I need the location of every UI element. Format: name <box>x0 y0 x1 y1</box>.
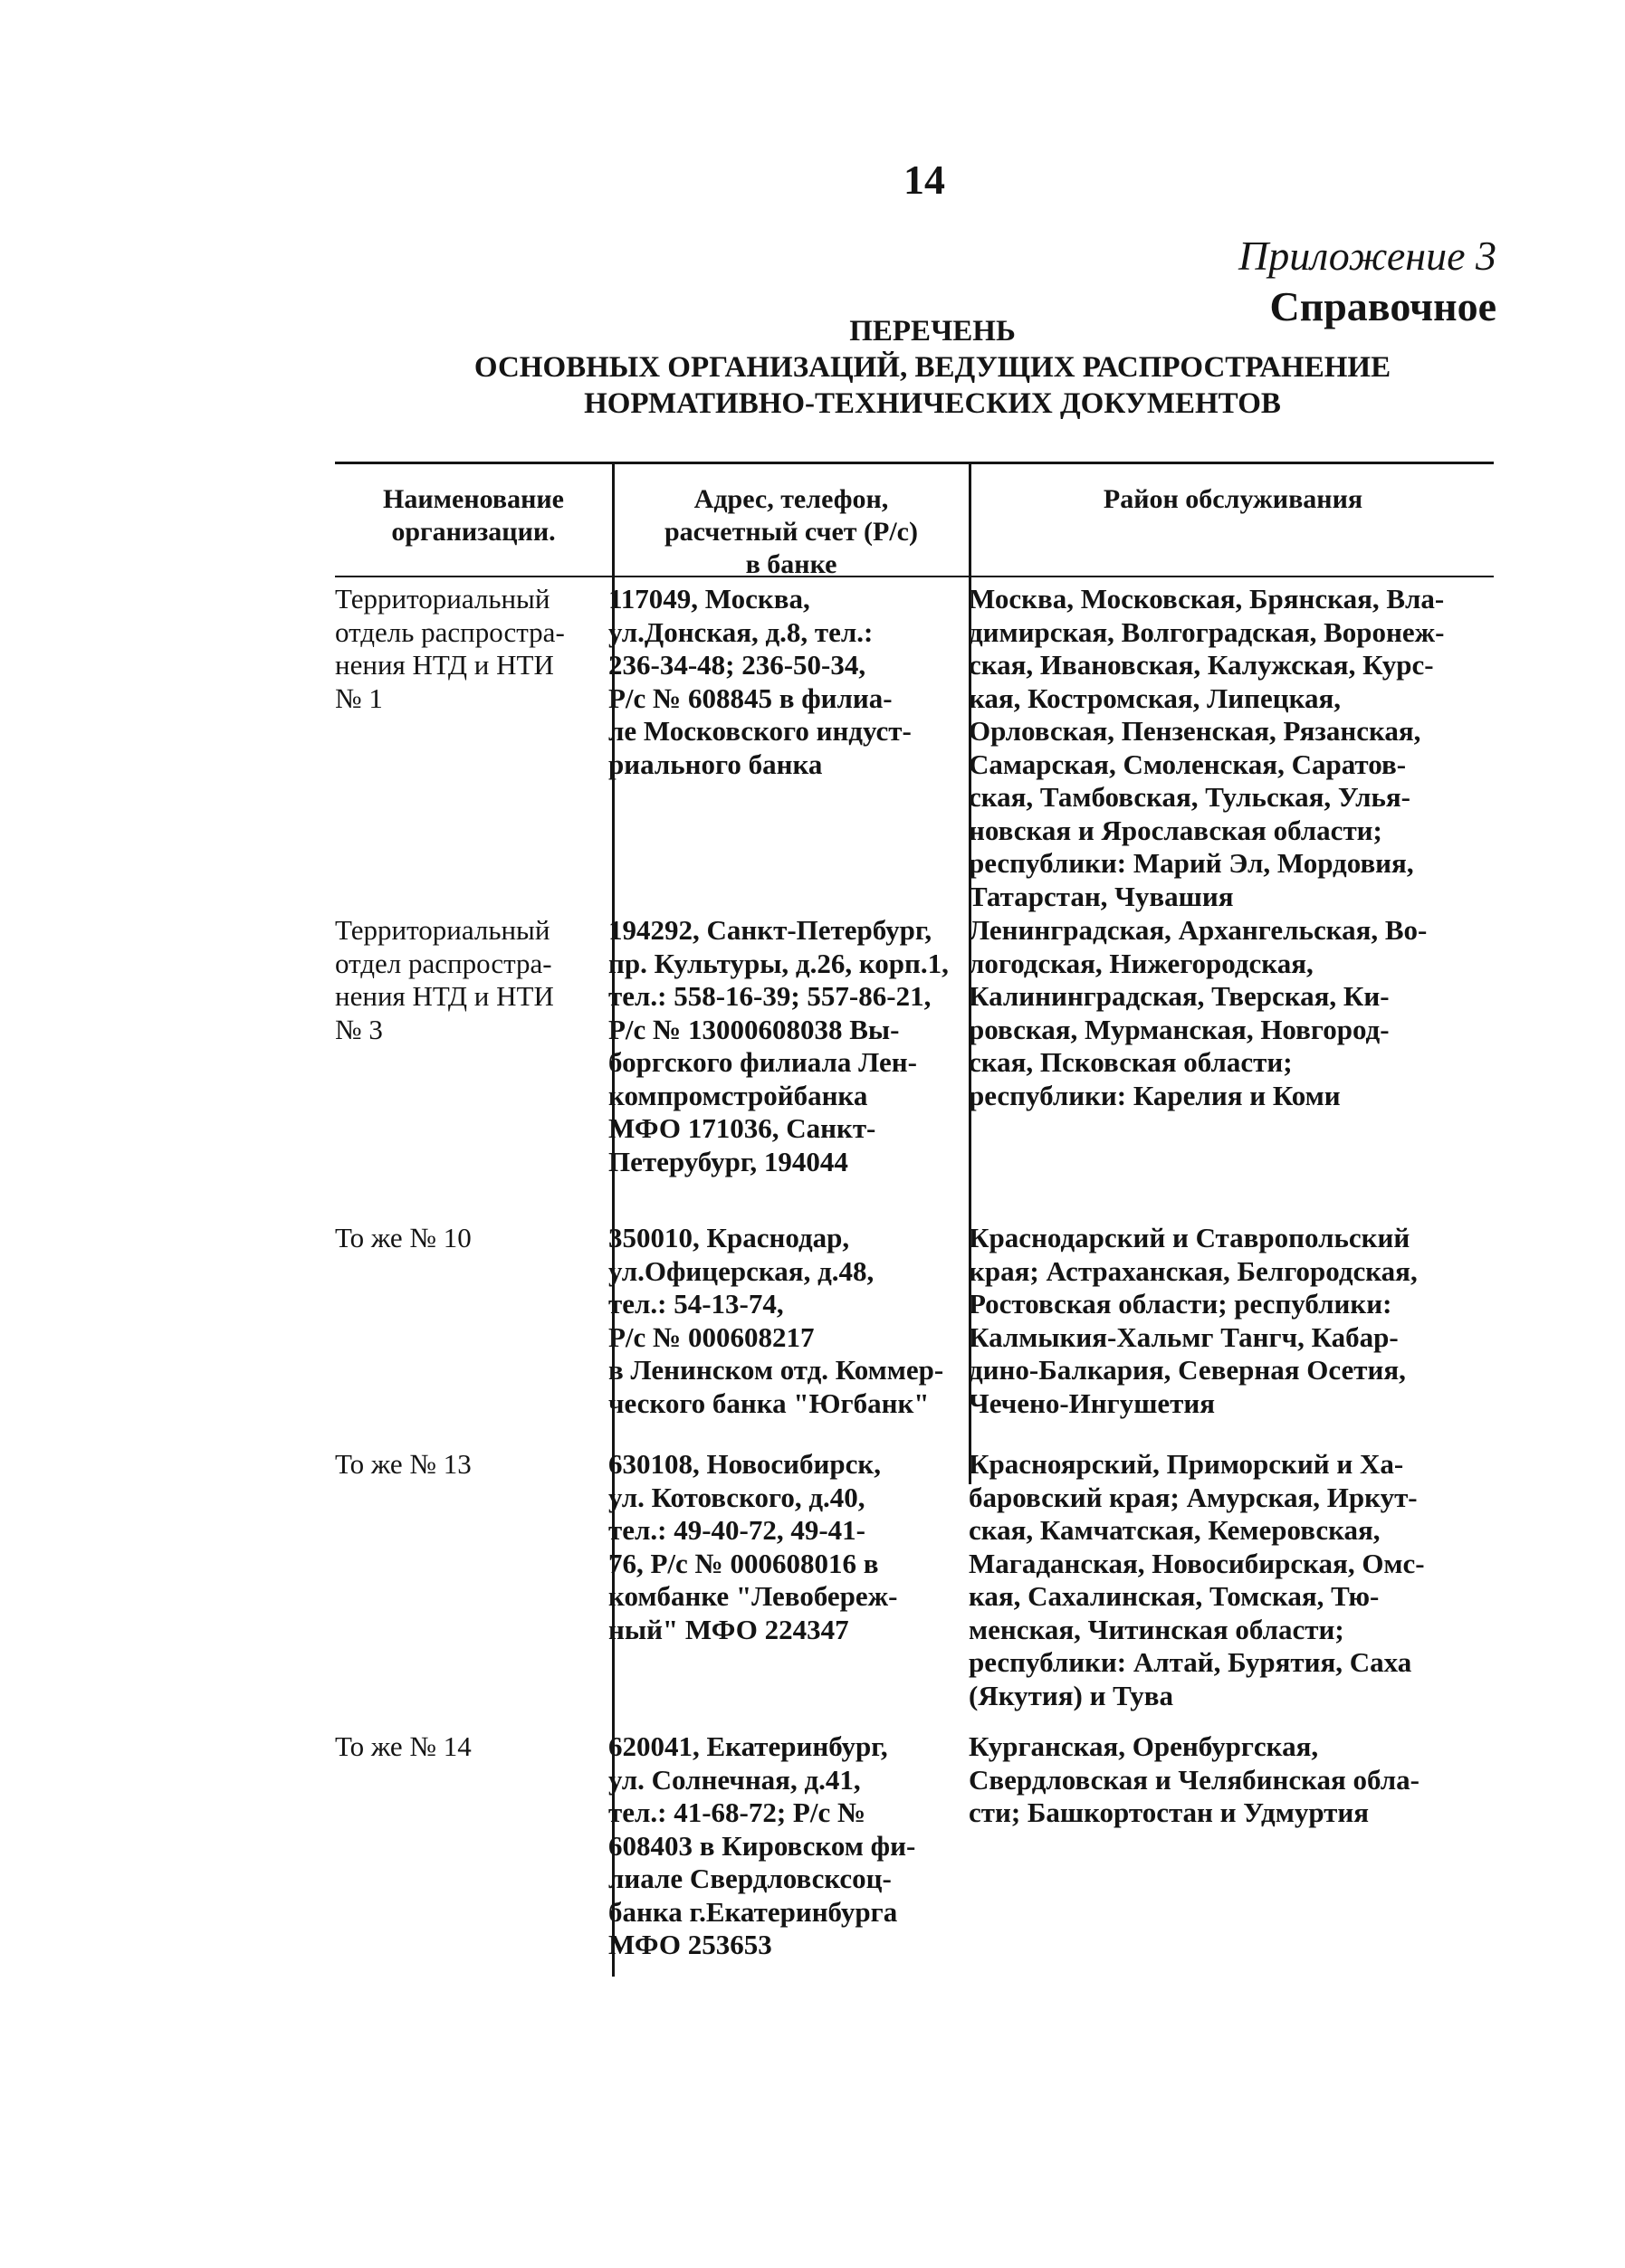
cell-line: в Ленинском отд. Коммер- <box>608 1354 944 1386</box>
cell-line: То же № 13 <box>335 1448 472 1480</box>
cell-line: боргского филиала Лен- <box>608 1046 917 1078</box>
service-area-cell <box>969 914 1503 1112</box>
cell-line: тел.: 41-68-72; Р/с № <box>608 1796 866 1828</box>
cell-line: № 3 <box>335 1013 383 1045</box>
table-top-rule <box>335 462 1494 464</box>
cell-line: республики: Карелия и Коми <box>969 1079 1341 1111</box>
address-cell <box>608 1222 952 1420</box>
cell-line: 76, Р/с № 000608016 в <box>608 1547 879 1579</box>
cell-line: ская, Псковская области; <box>969 1046 1293 1078</box>
document-title <box>326 313 1539 422</box>
service-area-cell <box>969 583 1503 913</box>
cell-line: ул. Солнечная, д.41, <box>608 1763 861 1796</box>
cell-line: ческого банка "Югбанк" <box>608 1387 930 1419</box>
cell-line: МФО 171036, Санкт- <box>608 1112 876 1144</box>
cell-line: республики: Алтай, Бурятия, Саха <box>969 1646 1412 1678</box>
title-line-3: НОРМАТИВНО-ТЕХНИЧЕСКИХ ДОКУМЕНТОВ <box>584 387 1281 420</box>
cell-line: края; Астраханская, Белгородская, <box>969 1254 1418 1287</box>
cell-line: № 1 <box>335 681 383 714</box>
cell-line: Р/с № 608845 в филиа- <box>608 681 893 714</box>
header-line: Наименование <box>383 484 564 514</box>
cell-line: МФО 253653 <box>608 1929 772 1960</box>
cell-line: 350010, Краснодар, <box>608 1222 850 1253</box>
cell-line: Ростовская области; республики: <box>969 1288 1392 1320</box>
cell-line: 194292, Санкт-Петербург, <box>608 914 932 946</box>
title-line-1: ПЕРЕЧЕНЬ <box>849 315 1016 348</box>
cell-line: Территориальный <box>335 914 550 946</box>
cell-line: ровская, Мурманская, Новгород- <box>969 1013 1390 1045</box>
address-cell <box>608 583 952 781</box>
header-line: расчетный счет (Р/с) <box>664 517 918 547</box>
cell-line: ле Московского индуст- <box>608 715 912 747</box>
cell-line: ул.Донская, д.8, тел.: <box>608 615 874 648</box>
cell-line: лиале Свердловсксоц- <box>608 1863 892 1894</box>
cell-line: нения НТД и НТИ <box>335 980 554 1012</box>
cell-line: димирская, Волгоградская, Воронеж- <box>969 615 1445 648</box>
cell-line: То же № 14 <box>335 1730 472 1762</box>
cell-line: новская и Ярославская области; <box>969 814 1382 846</box>
address-cell <box>608 1448 952 1646</box>
cell-line: Самарская, Смоленская, Саратов- <box>969 748 1407 780</box>
title-line-2: ОСНОВНЫХ ОРГАНИЗАЦИЙ, ВЕДУЩИХ РАСПРОСТРАНЕНИЕ <box>473 351 1391 384</box>
address-cell <box>608 1730 952 1962</box>
cell-line: Калининградская, Тверская, Ки- <box>969 980 1390 1012</box>
cell-line: отдель распростра- <box>335 615 565 648</box>
cell-line: Татарстан, Чувашия <box>969 880 1234 912</box>
cell-line: республики: Марий Эл, Мордовия, <box>969 847 1414 879</box>
cell-line: ул. Котовского, д.40, <box>608 1481 865 1513</box>
cell-line: кая, Сахалинская, Томская, Тю- <box>969 1580 1380 1612</box>
cell-line: тел.: 558-16-39; 557-86-21, <box>608 980 932 1012</box>
organization-cell <box>335 583 607 715</box>
cell-line: тел.: 54-13-74, <box>608 1288 784 1320</box>
cell-line: банка г.Екатеринбурга <box>608 1895 898 1928</box>
cell-line: нения НТД и НТИ <box>335 649 554 681</box>
cell-line: ская, Ивановская, Калужская, Курс- <box>969 649 1434 681</box>
cell-line: Р/с № 13000608038 Вы- <box>608 1013 900 1045</box>
organization-cell <box>335 1222 607 1255</box>
cell-line: Ленинградская, Архангельская, Во- <box>969 914 1428 946</box>
cell-line: компромстройбанка <box>608 1079 868 1111</box>
organization-cell <box>335 914 607 1046</box>
cell-line: Курганская, Оренбургская, <box>969 1730 1319 1762</box>
cell-line: ный" МФО 224347 <box>608 1613 849 1645</box>
cell-line: Москва, Московская, Брянская, Вла- <box>969 583 1445 615</box>
cell-line: сти; Башкортостан и Удмуртия <box>969 1796 1370 1828</box>
cell-line: То же № 10 <box>335 1222 472 1253</box>
cell-line: Магаданская, Новосибирская, Омс- <box>969 1547 1425 1579</box>
header-service-area <box>972 483 1494 516</box>
cell-line: Калмыкия-Хальмг Тангч, Кабар- <box>969 1320 1399 1353</box>
service-area-cell <box>969 1222 1503 1420</box>
organization-cell <box>335 1730 607 1764</box>
cell-line: Р/с № 000608217 <box>608 1320 815 1353</box>
cell-line: Территориальный <box>335 583 550 615</box>
cell-line: тел.: 49-40-72, 49-41- <box>608 1514 865 1546</box>
cell-line: ская, Камчатская, Кемеровская, <box>969 1514 1381 1546</box>
address-cell <box>608 914 952 1178</box>
cell-line: 236-34-48; 236-50-34, <box>608 649 866 681</box>
cell-line: кая, Костромская, Липецкая, <box>969 681 1342 714</box>
header-address <box>616 483 967 581</box>
cell-line: логодская, Нижегородская, <box>969 947 1314 979</box>
cell-line: Свердловская и Челябинская обла- <box>969 1763 1419 1796</box>
cell-line: 608403 в Кировском фи- <box>608 1829 916 1862</box>
cell-line: пр. Культуры, д.26, корп.1, <box>608 947 949 979</box>
header-line: организации. <box>391 517 556 547</box>
cell-line: менская, Читинская области; <box>969 1613 1344 1645</box>
header-line: Район обслуживания <box>1103 484 1363 514</box>
cell-line: 630108, Новосибирск, <box>608 1448 881 1480</box>
cell-line: комбанке "Левобереж- <box>608 1580 898 1612</box>
service-area-cell <box>969 1730 1503 1830</box>
organization-cell <box>335 1448 607 1482</box>
cell-line: Краснодарский и Ставропольский <box>969 1222 1410 1253</box>
cell-line: риального банка <box>608 748 823 780</box>
cell-line: Петерубург, 194044 <box>608 1145 848 1177</box>
cell-line: Красноярский, Приморский и Ха- <box>969 1448 1404 1480</box>
header-organization <box>335 483 612 548</box>
service-area-cell <box>969 1448 1503 1712</box>
cell-line: Орловская, Пензенская, Рязанская, <box>969 715 1421 747</box>
cell-line: отдел распростра- <box>335 947 552 979</box>
cell-line: 117049, Москва, <box>608 583 810 615</box>
cell-line: 620041, Екатеринбург, <box>608 1730 888 1762</box>
header-line: Адрес, телефон, <box>693 484 889 514</box>
cell-line: (Якутия) и Тува <box>969 1679 1174 1711</box>
cell-line: дино-Балкария, Северная Осетия, <box>969 1354 1406 1386</box>
appendix-type: Справочное <box>1269 283 1496 329</box>
cell-line: Чечено-Ингушетия <box>969 1387 1216 1419</box>
appendix-number: Приложение 3 <box>1238 233 1496 279</box>
cell-line: баровский края; Амурская, Иркут- <box>969 1481 1418 1513</box>
cell-line: ская, Тамбовская, Тульская, Улья- <box>969 781 1411 813</box>
cell-line: ул.Офицерская, д.48, <box>608 1254 875 1287</box>
header-line: в банке <box>745 549 837 579</box>
page-number: 14 <box>903 157 945 203</box>
